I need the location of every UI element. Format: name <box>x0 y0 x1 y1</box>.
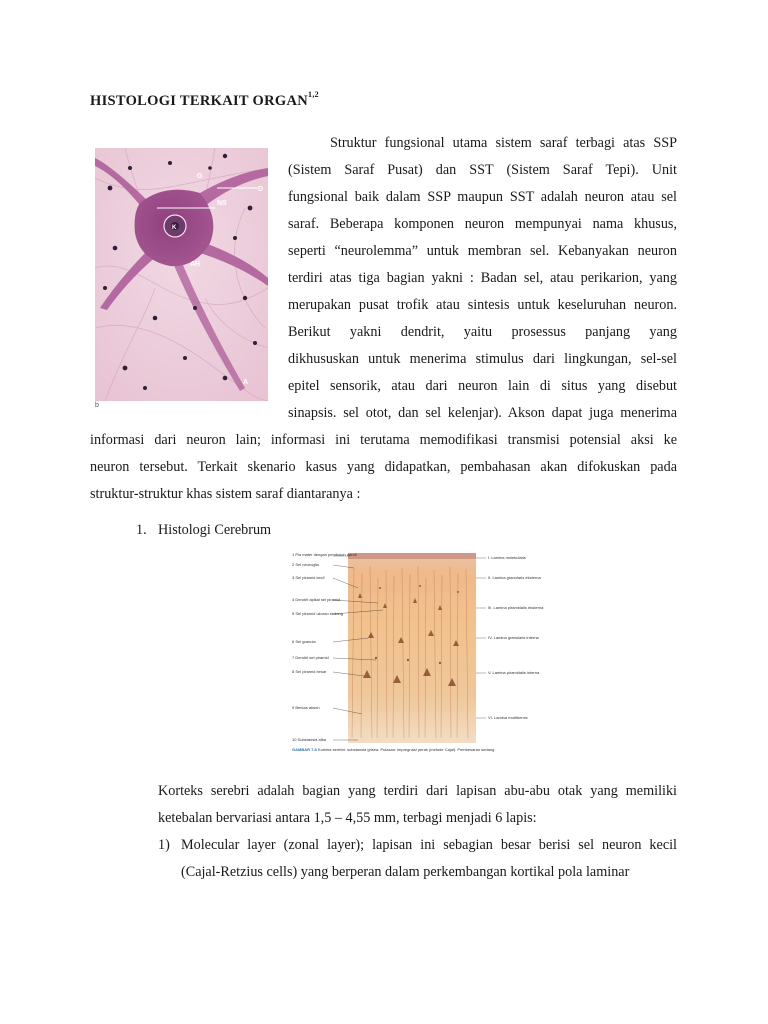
intro-line-5: seperti “neurolemma” untuk membran sel. Kebanyakan neuron <box>288 243 677 259</box>
intro-line-7: merupakan pusat trofik atau sintesis untuk keseluruhan neuron. <box>288 297 677 313</box>
lamina-label-2: II. Lamina granularis eksterna <box>488 575 541 580</box>
heading-text: HISTOLOGI TERKAIT ORGAN <box>90 92 309 109</box>
cerebrum-label-2: 2 Sel neuroglia <box>292 562 319 567</box>
label-k: K <box>172 225 177 231</box>
neuron-micrograph-image <box>95 148 268 401</box>
intro-line-9: dikhususkan untuk menerima stimulus dari lingkungan, sel-sel <box>288 351 677 367</box>
cerebrum-label-4: 4 Dendrit apikal sel piramid <box>292 597 341 602</box>
intro-line-1: Struktur fungsional utama sistem saraf terbagi atas SSP <box>330 135 677 151</box>
intro-line-8: Berikut yakni dendrit, yaitu prosessus panjang yang <box>288 324 677 340</box>
section1-number: 1. <box>136 522 147 538</box>
lamina-label-4: IV. Lamina granularis interna <box>488 635 539 640</box>
lamina-label-1: I. Lamina molekularis <box>488 555 526 560</box>
intro-line-3: fungsional baik dalam SSP maupun SST adalah neuron atau sel <box>288 189 677 205</box>
list-item-1-line-2: (Cajal-Retzius cells) yang berperan dalam perkembangan kortikal pola laminar <box>181 864 630 880</box>
cortex-line-2: ketebalan bervariasi antara 1,5 – 4,55 mm, terbagi menjadi 6 lapis: <box>158 810 537 826</box>
label-d: D <box>258 186 264 193</box>
figure-caption-number: GAMBAR 7.8 <box>292 747 317 752</box>
intro-line-14: struktur-struktur khas sistem saraf diantaranya : <box>90 486 361 502</box>
cerebrum-figure <box>288 548 590 762</box>
intro-line-6: terdiri atas tiga bagian yakni : Badan sel, atau perikarion, yang <box>288 270 677 286</box>
section1-title: Histologi Cerebrum <box>158 522 272 538</box>
label-ah: AH <box>190 261 201 268</box>
cortex-section-image <box>348 553 476 743</box>
label-g: G <box>197 173 203 180</box>
neuron-micrograph <box>95 148 268 401</box>
cerebrum-label-5: 5 Sel piramid ukuran sedang <box>292 611 343 616</box>
cerebrum-label-3: 3 Sel piramid kecil <box>292 575 325 580</box>
cerebrum-label-9: 9 Berkas akson <box>292 705 320 710</box>
intro-line-11: sinapsis. sel otot, dan sel kelenjar). Akson dapat juga menerima <box>288 405 677 421</box>
cerebrum-label-10: 10 Substansia alba <box>292 737 327 742</box>
heading-citation: 1,2 <box>308 90 319 99</box>
figure-caption-text: Korteks serebri: substansia grisea. Pulasan: impregnasi perak (metode Cajal). Pembesaran sedang. <box>318 747 496 752</box>
cortex-line-1: Korteks serebri adalah bagian yang terdiri dari lapisan abu-abu otak yang memiliki <box>158 783 677 799</box>
cerebrum-label-1: 1 Pia mater dengan pembuluh darah <box>292 552 357 557</box>
cerebrum-label-6: 6 Sel granula <box>292 639 316 644</box>
intro-line-2: (Sistem Saraf Pusat) dan SST (Sistem Saraf Tepi). Unit <box>288 162 677 178</box>
section-heading <box>90 92 319 110</box>
label-ns: NS <box>217 200 227 207</box>
intro-line-13: neuron tersebut. Terkait skenario kasus yang didapatkan, pembahasan akan difokuskan pada <box>90 459 677 475</box>
lamina-label-5: V. Lamina piramidalis interna <box>488 670 540 675</box>
list-item-1-number: 1) <box>158 837 170 853</box>
cerebrum-label-7: 7 Dendrit sel piramid <box>292 655 329 660</box>
list-item-1-line-1: Molecular layer (zonal layer); lapisan ini sebagian besar berisi sel neuron kecil <box>181 837 677 853</box>
intro-line-12: informasi dari neuron lain; informasi ini terutama memodifikasi transmisi potensial aksi ke <box>90 432 677 448</box>
intro-line-4: saraf. Beberapa komponen neuron mempunyai nama khusus, <box>288 216 677 232</box>
lamina-label-6: VI. Lamina multiformis <box>488 715 528 720</box>
intro-line-10: epitel sensorik, atau dari neuron lain di situs yang disebut <box>288 378 677 394</box>
label-a: A <box>243 379 249 386</box>
cerebrum-label-8: 8 Sel piramid besar <box>292 669 327 674</box>
lamina-label-3: III. Lamina piramidalis eksterna <box>488 605 544 610</box>
micrograph-caption: b <box>95 402 99 409</box>
